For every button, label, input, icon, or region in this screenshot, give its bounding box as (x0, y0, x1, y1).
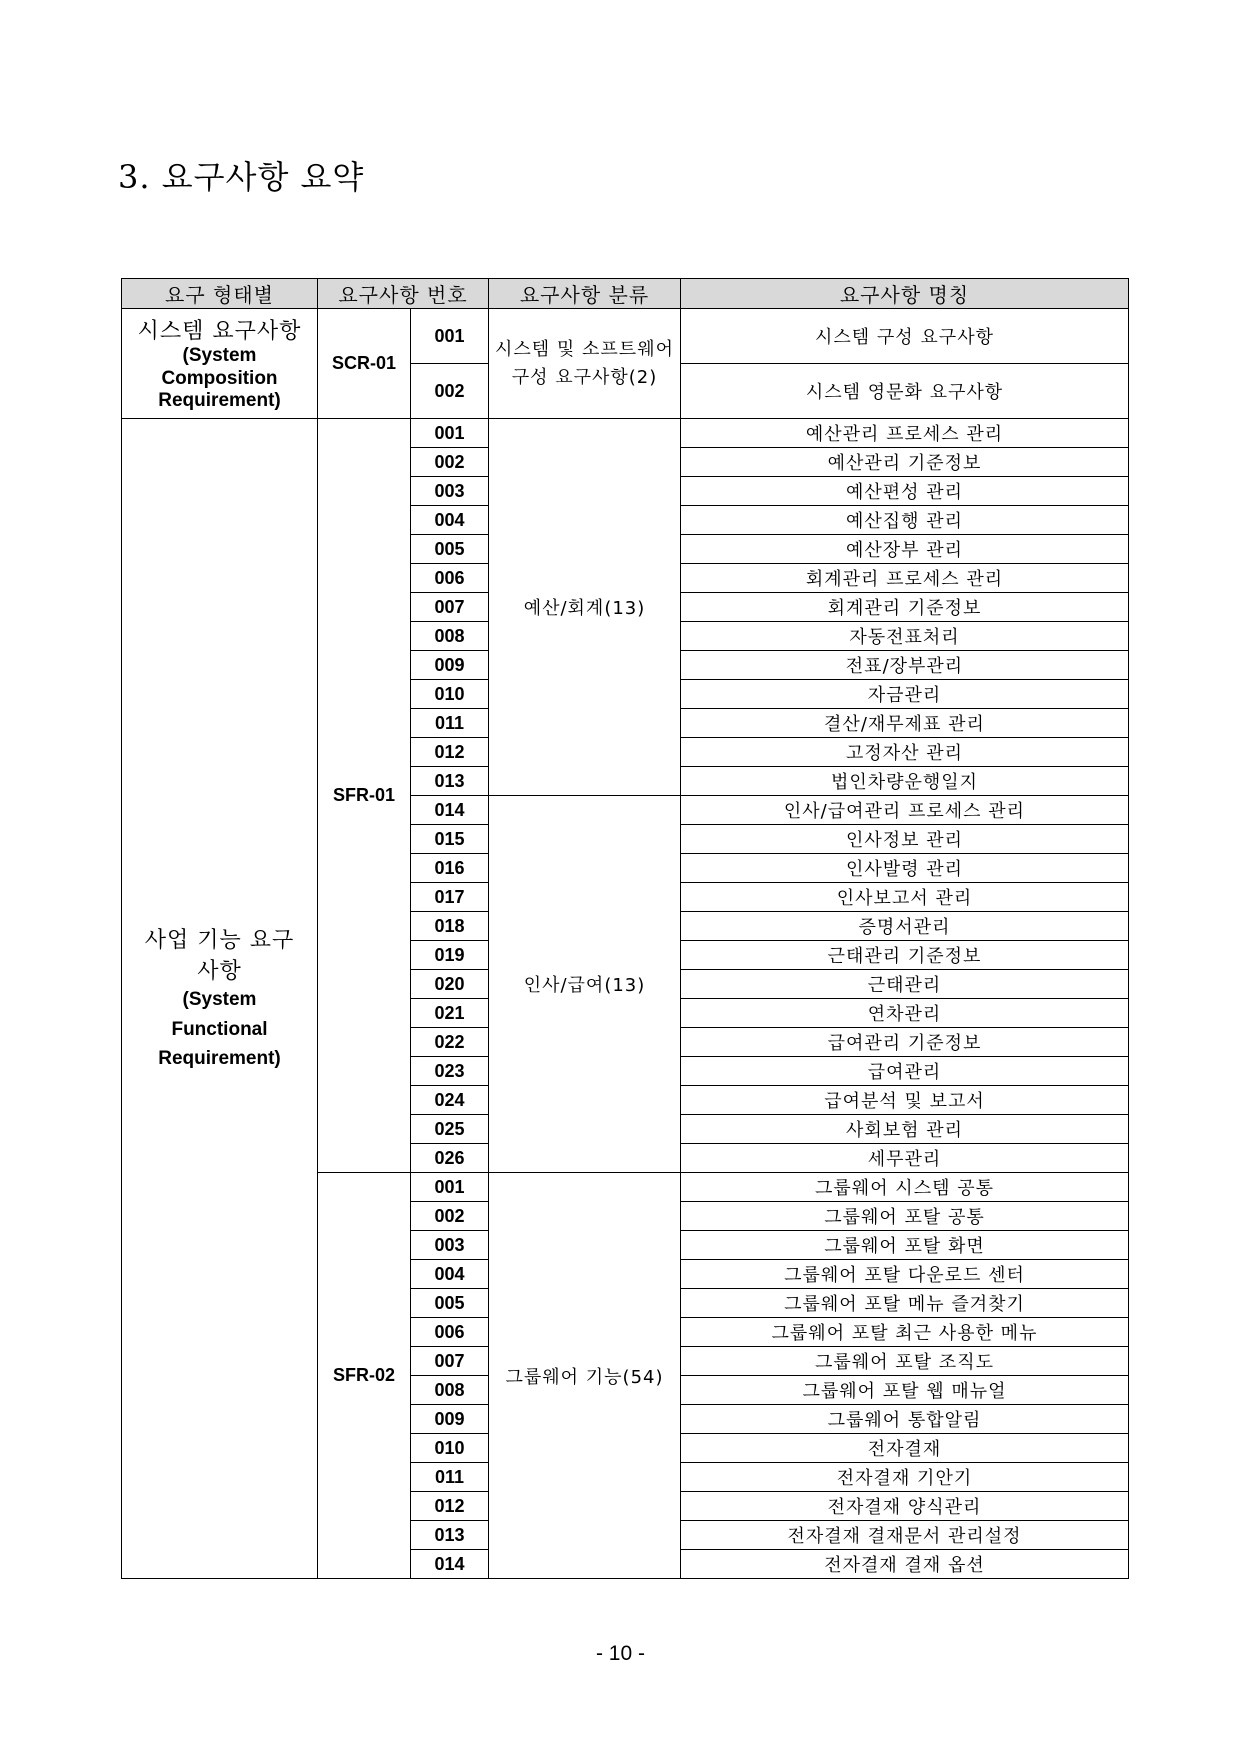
requirement-number: 013 (411, 767, 489, 796)
requirement-name: 예산관리 기준정보 (681, 448, 1129, 477)
requirement-number: 002 (411, 448, 489, 477)
requirement-name: 자금관리 (681, 680, 1129, 709)
requirement-name: 전자결재 (681, 1434, 1129, 1463)
requirement-number: 007 (411, 1347, 489, 1376)
requirement-number: 013 (411, 1521, 489, 1550)
requirement-number: 011 (411, 1463, 489, 1492)
requirement-name: 그룹웨어 포탈 메뉴 즐겨찾기 (681, 1289, 1129, 1318)
requirement-name: 그룹웨어 포탈 웹 매뉴얼 (681, 1376, 1129, 1405)
requirement-name: 결산/재무제표 관리 (681, 709, 1129, 738)
requirement-name: 예산집행 관리 (681, 506, 1129, 535)
requirement-name: 그룹웨어 포탈 최근 사용한 메뉴 (681, 1318, 1129, 1347)
type-label-en: (System (182, 344, 257, 366)
table-row (122, 419, 1129, 448)
header-name: 요구사항 명칭 (681, 279, 1129, 309)
table-header-row (122, 279, 1129, 309)
requirement-number: 016 (411, 854, 489, 883)
requirement-name: 전표/장부관리 (681, 651, 1129, 680)
requirement-name: 급여관리 (681, 1057, 1129, 1086)
type-label-en: Composition (161, 367, 278, 389)
requirement-name: 회계관리 프로세스 관리 (681, 564, 1129, 593)
requirement-number: 009 (411, 651, 489, 680)
requirement-name: 급여관리 기준정보 (681, 1028, 1129, 1057)
type-label-en: Functional (171, 1018, 268, 1040)
requirement-number: 006 (411, 1318, 489, 1347)
requirement-number: 004 (411, 506, 489, 535)
requirement-name: 예산편성 관리 (681, 477, 1129, 506)
requirement-name: 증명서관리 (681, 912, 1129, 941)
requirement-number: 010 (411, 680, 489, 709)
requirement-code: SFR-01 (318, 419, 411, 1173)
type-cell-system-composition (122, 309, 318, 419)
requirement-number: 005 (411, 1289, 489, 1318)
requirement-number: 021 (411, 999, 489, 1028)
requirement-number: 008 (411, 1376, 489, 1405)
requirement-name: 법인차량운행일지 (681, 767, 1129, 796)
requirement-name: 그룹웨어 포탈 조직도 (681, 1347, 1129, 1376)
type-cell-system-functional (122, 419, 318, 1579)
requirement-name: 인사보고서 관리 (681, 883, 1129, 912)
type-label-en: Requirement) (158, 1048, 281, 1070)
requirement-number: 018 (411, 912, 489, 941)
requirement-number: 026 (411, 1144, 489, 1173)
requirement-name: 그룹웨어 통합알림 (681, 1405, 1129, 1434)
requirement-name: 그룹웨어 포탈 다운로드 센터 (681, 1260, 1129, 1289)
header-category: 요구사항 분류 (489, 279, 681, 309)
requirement-number: 002 (411, 364, 489, 419)
header-type: 요구 형태별 (122, 279, 318, 309)
requirement-name: 인사발령 관리 (681, 854, 1129, 883)
requirement-name: 연차관리 (681, 999, 1129, 1028)
requirement-number: 001 (411, 419, 489, 448)
requirement-name: 예산장부 관리 (681, 535, 1129, 564)
requirement-name: 전자결재 결재 옵션 (681, 1550, 1129, 1579)
page-number: - 10 - (595, 1642, 645, 1665)
requirement-number: 007 (411, 593, 489, 622)
requirement-name: 세무관리 (681, 1144, 1129, 1173)
requirement-number: 001 (411, 309, 489, 364)
requirement-number: 006 (411, 564, 489, 593)
page-title: 3. 요구사항 요약 (118, 158, 365, 196)
requirement-number: 003 (411, 477, 489, 506)
requirement-number: 015 (411, 825, 489, 854)
requirement-name: 그룹웨어 시스템 공통 (681, 1173, 1129, 1202)
requirement-number: 002 (411, 1202, 489, 1231)
header-number: 요구사항 번호 (318, 279, 489, 309)
requirement-category: 예산/회계(13) (489, 419, 681, 796)
requirement-number: 014 (411, 1550, 489, 1579)
requirement-number: 010 (411, 1434, 489, 1463)
requirement-name: 전자결재 기안기 (681, 1463, 1129, 1492)
requirement-category: 시스템 및 소프트웨어 구성 요구사항(2) (489, 309, 681, 419)
requirement-name: 회계관리 기준정보 (681, 593, 1129, 622)
requirement-name: 그룹웨어 포탈 공통 (681, 1202, 1129, 1231)
requirement-category: 그룹웨어 기능(54) (489, 1173, 681, 1579)
requirement-number: 009 (411, 1405, 489, 1434)
requirement-number: 019 (411, 941, 489, 970)
type-label-ko: 사항 (197, 959, 242, 985)
requirement-number: 014 (411, 796, 489, 825)
type-label-en: Requirement) (158, 390, 281, 412)
requirement-number: 011 (411, 709, 489, 738)
requirement-name: 전자결재 양식관리 (681, 1492, 1129, 1521)
requirement-name: 시스템 구성 요구사항 (681, 309, 1129, 364)
requirement-number: 001 (411, 1173, 489, 1202)
requirement-name: 근태관리 기준정보 (681, 941, 1129, 970)
requirement-number: 012 (411, 738, 489, 767)
requirement-name: 시스템 영문화 요구사항 (681, 364, 1129, 419)
type-label-ko: 사업 기능 요구 (144, 928, 295, 954)
table-row (122, 309, 1129, 364)
requirement-name: 급여분석 및 보고서 (681, 1086, 1129, 1115)
requirement-code: SCR-01 (318, 309, 411, 419)
requirement-name: 사회보험 관리 (681, 1115, 1129, 1144)
requirement-number: 004 (411, 1260, 489, 1289)
requirement-number: 020 (411, 970, 489, 999)
requirement-name: 인사/급여관리 프로세스 관리 (681, 796, 1129, 825)
requirement-code: SFR-02 (318, 1173, 411, 1579)
type-label-en: (System (182, 989, 257, 1011)
type-label-ko: 시스템 요구사항 (137, 318, 302, 344)
requirement-name: 그룹웨어 포탈 화면 (681, 1231, 1129, 1260)
requirement-number: 012 (411, 1492, 489, 1521)
requirement-name: 근태관리 (681, 970, 1129, 999)
requirement-name: 자동전표처리 (681, 622, 1129, 651)
requirement-name: 고정자산 관리 (681, 738, 1129, 767)
requirement-number: 005 (411, 535, 489, 564)
requirement-name: 인사정보 관리 (681, 825, 1129, 854)
requirement-name: 전자결재 결재문서 관리설정 (681, 1521, 1129, 1550)
requirement-number: 023 (411, 1057, 489, 1086)
requirement-number: 017 (411, 883, 489, 912)
requirement-number: 025 (411, 1115, 489, 1144)
requirement-number: 024 (411, 1086, 489, 1115)
requirements-summary-table (121, 278, 1129, 1579)
requirement-name: 예산관리 프로세스 관리 (681, 419, 1129, 448)
requirement-category: 인사/급여(13) (489, 796, 681, 1173)
requirement-number: 003 (411, 1231, 489, 1260)
requirement-number: 008 (411, 622, 489, 651)
requirement-number: 022 (411, 1028, 489, 1057)
